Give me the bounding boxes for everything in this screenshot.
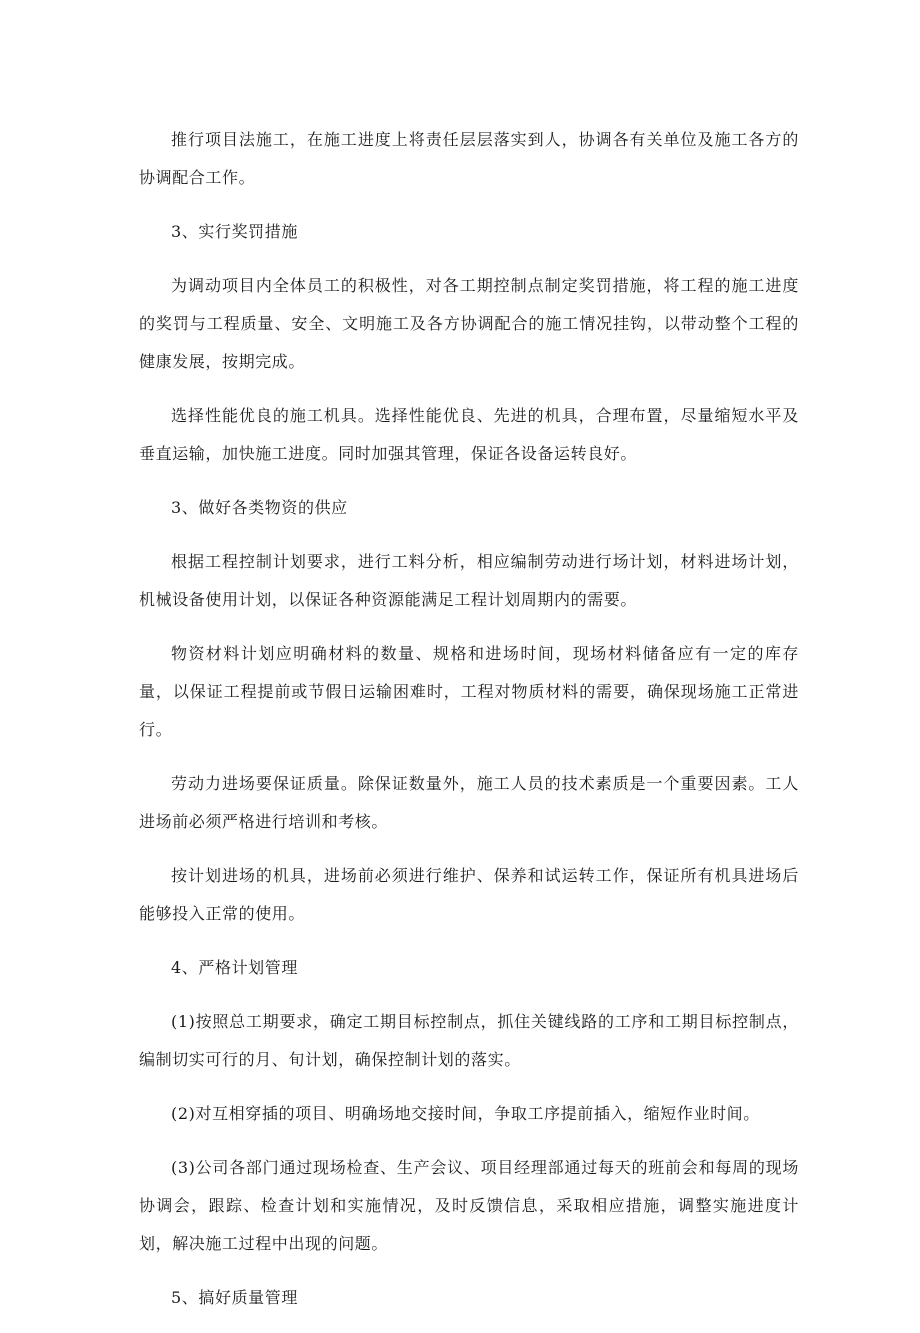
section-heading-supply: 3、做好各类物资的供应 [171, 498, 348, 517]
paragraph-resource-planning: 根据工程控制计划要求，进行工料分析，相应编制劳动进行场计划，材料进场计划，机械设备使用计划，以保证各种资源能满足工程计划周期内的需要。 [139, 552, 799, 609]
paragraph-plan-item-1: (1)按照总工期要求，确定工期目标控制点，抓住关键线路的工序和工期目标控制点，编制切实可行的月、旬计划，确保控制计划的落实。 [139, 1012, 799, 1069]
section-heading-rewards: 3、实行奖罚措施 [171, 222, 298, 241]
paragraph-material-plan: 物资材料计划应明确材料的数量、规格和进场时间，现场材料储备应有一定的库存量，以保证工程提前或节假日运输困难时，工程对物质材料的需要，确保现场施工正常进行。 [139, 644, 799, 739]
paragraph-machinery: 选择性能优良的施工机具。选择性能优良、先进的机具，合理布置，尽量缩短水平及垂直运输，加快施工进度。同时加强其管理，保证各设备运转良好。 [139, 406, 799, 463]
paragraph-machinery-maintenance: 按计划进场的机具，进场前必须进行维护、保养和试运转工作，保证所有机具进场后能够投入正常的使用。 [139, 866, 799, 923]
section-heading-quality: 5、搞好质量管理 [171, 1288, 298, 1307]
paragraph-rewards-measures: 为调动项目内全体员工的积极性，对各工期控制点制定奖罚措施，将工程的施工进度的奖罚与工程质量、安全、文明施工及各方协调配合的施工情况挂钩，以带动整个工程的健康发展，按期完成。 [139, 276, 799, 371]
section-heading-plan-management: 4、严格计划管理 [171, 958, 298, 977]
paragraph-project-method: 推行项目法施工，在施工进度上将责任层层落实到人，协调各有关单位及施工各方的协调配合工作。 [139, 130, 799, 187]
paragraph-plan-item-3: (3)公司各部门通过现场检查、生产会议、项目经理部通过每天的班前会和每周的现场协调会，跟踪、检查计划和实施情况，及时反馈信息，采取相应措施，调整实施进度计划，解决施工过程中出现的问题。 [139, 1158, 799, 1253]
paragraph-plan-item-2: (2)对互相穿插的项目、明确场地交接时间，争取工序提前插入，缩短作业时间。 [171, 1104, 760, 1123]
document-body [139, 121, 799, 1333]
paragraph-labor-quality: 劳动力进场要保证质量。除保证数量外，施工人员的技术素质是一个重要因素。工人进场前必须严格进行培训和考核。 [139, 774, 799, 831]
